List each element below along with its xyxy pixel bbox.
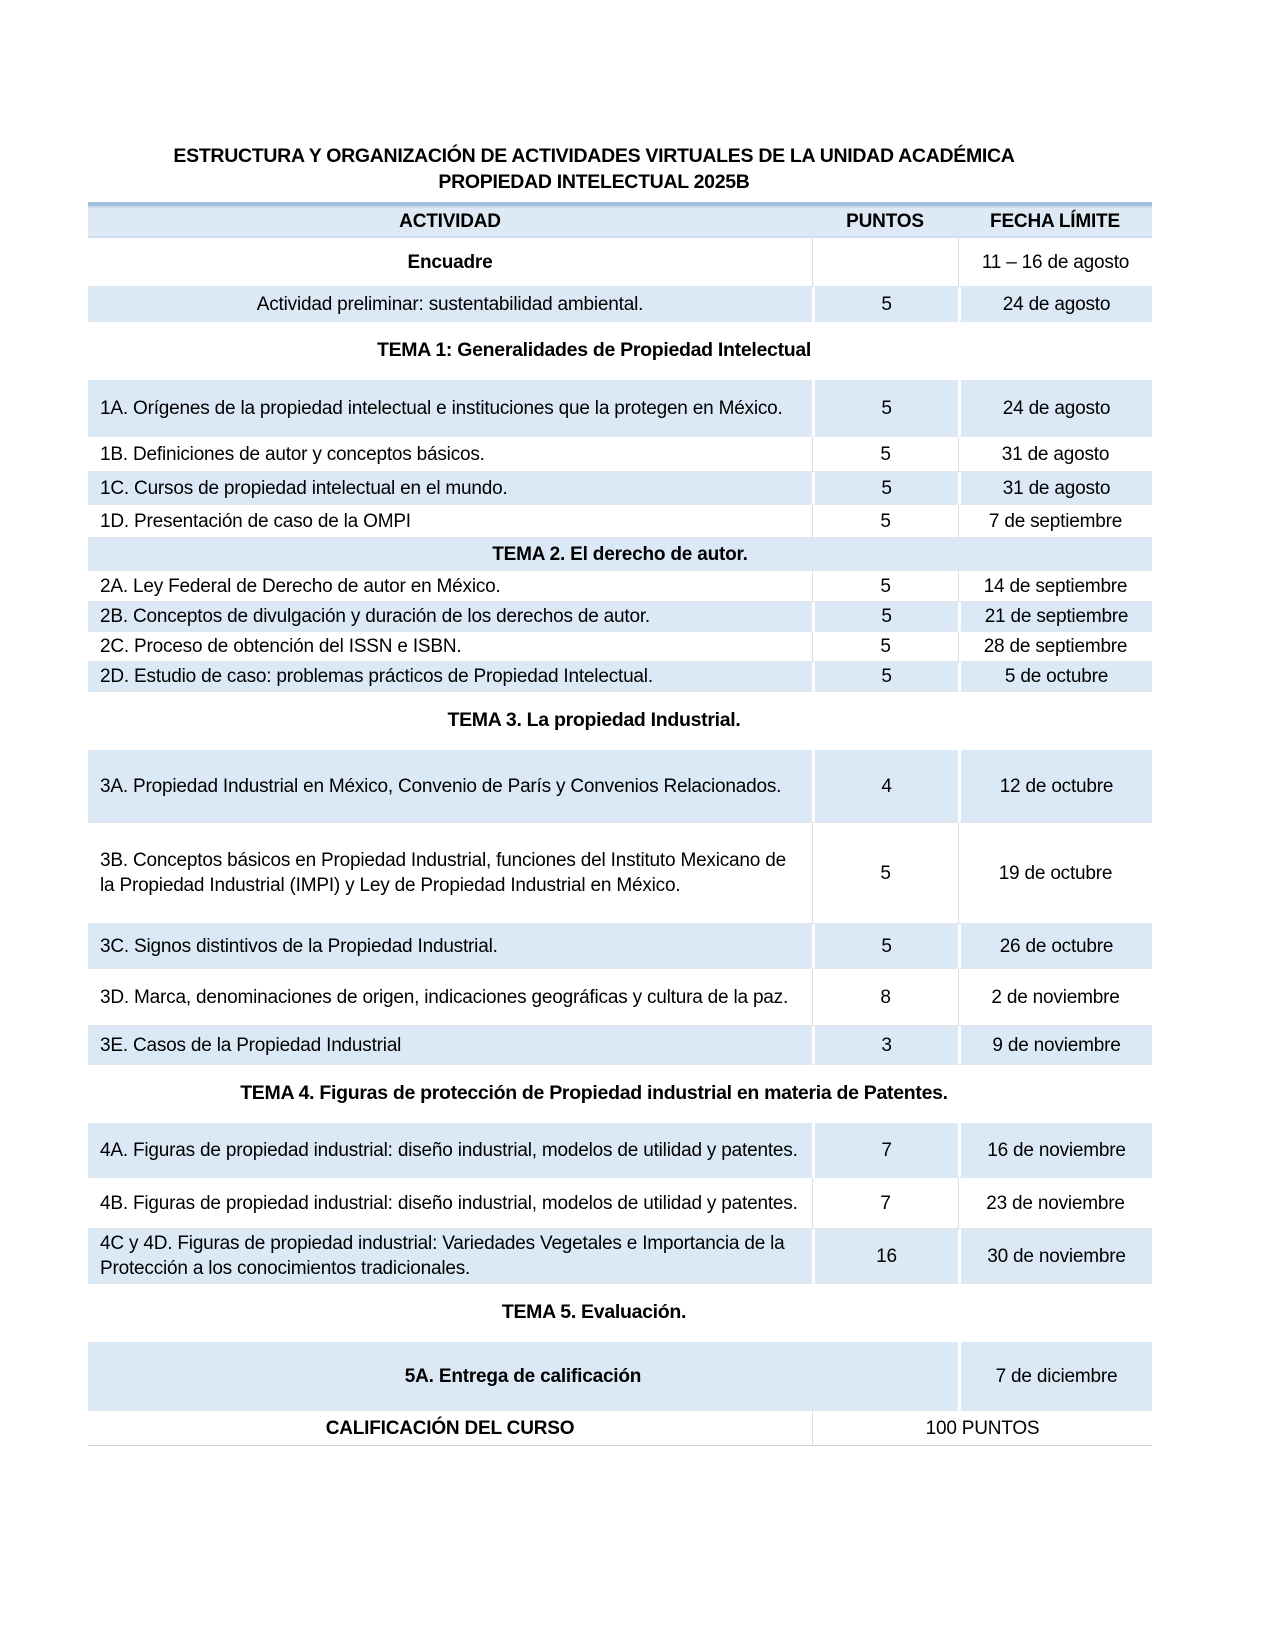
points-cell: 4 (812, 750, 958, 823)
activity-cell: 2C. Proceso de obtención del ISSN e ISBN. (88, 632, 812, 662)
row-actividad-preliminar (88, 287, 1152, 322)
row-1a (88, 380, 1152, 437)
activity-cell: 2B. Conceptos de divulgación y duración de los derechos de autor. (88, 602, 812, 632)
points-cell: 5 (812, 924, 958, 969)
schedule-table-intro (88, 202, 1152, 322)
row-3a (88, 750, 1152, 823)
activity-cell: 4A. Figuras de propiedad industrial: diseño industrial, modelos de utilidad y patentes. (88, 1123, 812, 1178)
deadline-cell: 5 de octubre (958, 662, 1152, 692)
activity-cell: 4B. Figuras de propiedad industrial: diseño industrial, modelos de utilidad y patentes. (88, 1178, 812, 1229)
row-2c (88, 632, 1152, 662)
deadline-cell: 23 de noviembre (958, 1178, 1152, 1229)
activity-cell: 1D. Presentación de caso de la OMPI (88, 505, 812, 538)
row-3e (88, 1026, 1152, 1065)
activity-cell: 3E. Casos de la Propiedad Industrial (88, 1026, 812, 1065)
row-calificacion-total (88, 1411, 1152, 1446)
deadline-cell: 30 de noviembre (958, 1229, 1152, 1284)
deadline-cell: 24 de agosto (958, 380, 1152, 437)
activity-cell: 4C y 4D. Figuras de propiedad industrial: Variedades Vegetales e Importancia de la Protección a los conocimientos tradicionales. (88, 1229, 812, 1284)
row-1d (88, 505, 1152, 538)
tema5-heading: TEMA 5. Evaluación. (501, 1301, 687, 1323)
deadline-cell: 12 de octubre (958, 750, 1152, 823)
row-2b (88, 602, 1152, 632)
column-header-puntos: PUNTOS (812, 202, 958, 238)
row-tema2-heading (88, 538, 1152, 571)
column-header-fecha-limite: FECHA LÍMITE (958, 202, 1152, 238)
activity-cell: 2A. Ley Federal de Derecho de autor en México. (88, 571, 812, 602)
deadline-cell: 28 de septiembre (958, 632, 1152, 662)
activity-cell: 2D. Estudio de caso: problemas prácticos de Propiedad Intelectual. (88, 662, 812, 692)
column-header-actividad: ACTIVIDAD (88, 202, 812, 238)
points-cell: 5 (812, 632, 958, 662)
deadline-cell: 24 de agosto (958, 287, 1152, 322)
schedule-table-tema5 (88, 1342, 1152, 1446)
schedule-table-tema4 (88, 1123, 1152, 1284)
row-2a (88, 571, 1152, 602)
deadline-cell: 11 – 16 de agosto (958, 238, 1152, 287)
tema3-heading: TEMA 3. La propiedad Industrial. (447, 709, 741, 731)
points-cell: 7 (812, 1178, 958, 1229)
points-cell: 5 (812, 662, 958, 692)
document-title-line2: PROPIEDAD INTELECTUAL 2025B (438, 171, 750, 193)
tema1-heading: TEMA 1: Generalidades de Propiedad Intelectual (376, 339, 812, 361)
deadline-cell: 26 de octubre (958, 924, 1152, 969)
activity-cell: 3D. Marca, denominaciones de origen, indicaciones geográficas y cultura de la paz. (88, 969, 812, 1026)
points-cell: 5 (812, 472, 958, 505)
course-grade-total: 100 PUNTOS (812, 1411, 1152, 1446)
row-2d (88, 662, 1152, 692)
tema4-heading: TEMA 4. Figuras de protección de Propiedad industrial en materia de Patentes. (240, 1082, 948, 1104)
points-cell: 16 (812, 1229, 958, 1284)
document-title (88, 143, 1100, 195)
activity-cell: 1B. Definiciones de autor y conceptos básicos. (88, 437, 812, 472)
row-1b (88, 437, 1152, 472)
points-cell (812, 238, 958, 287)
deadline-cell: 21 de septiembre (958, 602, 1152, 632)
points-cell: 5 (812, 823, 958, 924)
deadline-cell: 9 de noviembre (958, 1026, 1152, 1065)
activity-cell: 1C. Cursos de propiedad intelectual en el mundo. (88, 472, 812, 505)
deadline-cell: 7 de diciembre (958, 1342, 1152, 1411)
points-cell: 5 (812, 380, 958, 437)
points-cell: 7 (812, 1123, 958, 1178)
course-grade-label: CALIFICACIÓN DEL CURSO (88, 1411, 812, 1446)
points-cell: 5 (812, 437, 958, 472)
row-1c (88, 472, 1152, 505)
points-cell: 5 (812, 602, 958, 632)
activity-cell: 3A. Propiedad Industrial en México, Convenio de París y Convenios Relacionados. (88, 750, 812, 823)
row-3b (88, 823, 1152, 924)
row-5a (88, 1342, 1152, 1411)
row-4b (88, 1178, 1152, 1229)
row-4a (88, 1123, 1152, 1178)
activity-cell: Encuadre (88, 238, 812, 287)
deadline-cell: 19 de octubre (958, 823, 1152, 924)
deadline-cell: 31 de agosto (958, 437, 1152, 472)
activity-cell: 1A. Orígenes de la propiedad intelectual e instituciones que la protegen en México. (88, 380, 812, 437)
activity-cell: Actividad preliminar: sustentabilidad ambiental. (88, 287, 812, 322)
tema2-heading: TEMA 2. El derecho de autor. (88, 538, 1152, 571)
deadline-cell: 14 de septiembre (958, 571, 1152, 602)
deadline-cell: 2 de noviembre (958, 969, 1152, 1026)
row-encuadre (88, 238, 1152, 287)
row-3d (88, 969, 1152, 1026)
points-cell: 8 (812, 969, 958, 1026)
schedule-table-tema3 (88, 750, 1152, 1065)
points-cell: 5 (812, 505, 958, 538)
table-header-row (88, 202, 1152, 238)
activity-cell: 3C. Signos distintivos de la Propiedad Industrial. (88, 924, 812, 969)
row-3c (88, 924, 1152, 969)
points-cell: 5 (812, 571, 958, 602)
document-title-line1: ESTRUCTURA Y ORGANIZACIÓN DE ACTIVIDADES VIRTUALES DE LA UNIDAD ACADÉMICA (173, 145, 1015, 167)
deadline-cell: 7 de septiembre (958, 505, 1152, 538)
deadline-cell: 16 de noviembre (958, 1123, 1152, 1178)
points-cell: 3 (812, 1026, 958, 1065)
schedule-table-tema1-2 (88, 380, 1152, 692)
activity-cell: 3B. Conceptos básicos en Propiedad Industrial, funciones del Instituto Mexicano de la Propiedad Industrial (IMPI) y Ley de Propiedad Industrial en México. (88, 823, 812, 924)
points-cell: 5 (812, 287, 958, 322)
row-4c-4d (88, 1229, 1152, 1284)
activity-cell: 5A. Entrega de calificación (88, 1342, 958, 1411)
deadline-cell: 31 de agosto (958, 472, 1152, 505)
